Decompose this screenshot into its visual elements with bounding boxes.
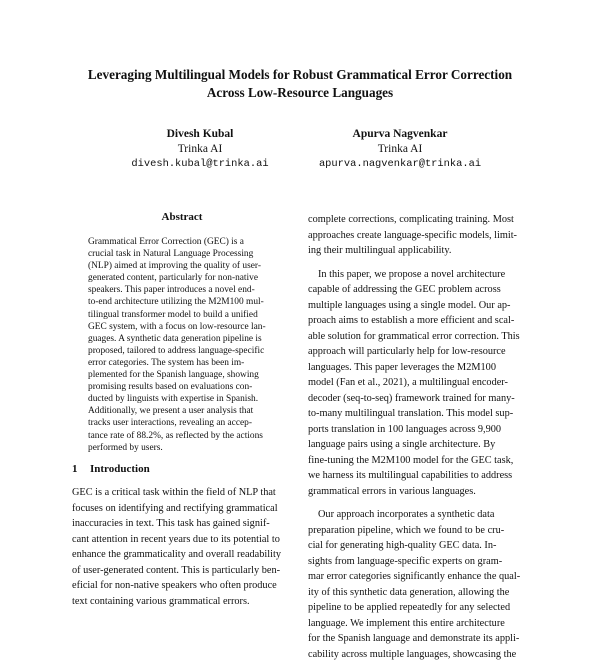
text-line: able solution for grammatical error correction. This: [308, 329, 530, 345]
text-line: model (Fan et al., 2021), a multilingual encoder-: [308, 375, 530, 391]
paragraph: [308, 267, 530, 500]
text-line: language. We implement this entire architecture: [308, 616, 530, 632]
text-line: sights from language-specific experts on gram-: [308, 554, 530, 570]
text-line: eficial for non-native speakers who often produce: [72, 578, 294, 594]
text-line: inaccuracies in text. This task has gained signif-: [72, 516, 294, 532]
author-affiliation: Trinka AI: [300, 142, 500, 157]
text-line: preparation pipeline, which we found to be cru-: [308, 523, 530, 539]
text-line: promising results based on evaluations con-: [88, 381, 276, 393]
text-line: Additionally, we present a user analysis that: [88, 405, 276, 417]
text-line: enhance the grammaticality and overall readability: [72, 547, 294, 563]
text-line: GEC system, with a focus on low-resource lan-: [88, 321, 276, 333]
text-line: Our approach incorporates a synthetic data: [308, 507, 530, 523]
text-line: approach will particularly help for low-resource: [308, 344, 530, 360]
author-affiliation: Trinka AI: [110, 142, 290, 157]
text-line: ing their multilingual applicability.: [308, 243, 530, 259]
author-email: divesh.kubal@trinka.ai: [110, 157, 290, 172]
paper-title: [40, 66, 560, 102]
text-line: capable of addressing the GEC problem across: [308, 282, 530, 298]
author-name: Divesh Kubal: [110, 127, 290, 142]
text-line: approaches create language-specific models, limit-: [308, 228, 530, 244]
text-line: tracks user interactions, revealing an accep-: [88, 417, 276, 429]
text-line: complete corrections, complicating training. Most: [308, 212, 530, 228]
author-block-2: [300, 127, 500, 172]
text-line: tilingual transformer model to build a unified: [88, 309, 276, 321]
author-email: apurva.nagvenkar@trinka.ai: [300, 157, 500, 172]
section-heading: [72, 463, 150, 475]
text-line: crucial task in Natural Language Processing: [88, 248, 276, 260]
text-line: (NLP) aimed at improving the quality of user-: [88, 260, 276, 272]
text-line: proposed, tailored to address language-specific: [88, 345, 276, 357]
title-line-2: Across Low-Resource Languages: [40, 84, 560, 102]
title-line-1: Leveraging Multilingual Models for Robust Grammatical Error Correction: [40, 66, 560, 84]
text-line: of user-generated content. This is particularly ben-: [72, 563, 294, 579]
text-line: text containing various grammatical errors.: [72, 594, 294, 610]
text-line: GEC is a critical task within the field of NLP that: [72, 485, 294, 501]
text-line: generated content, particularly for non-native: [88, 272, 276, 284]
text-line: focuses on identifying and rectifying grammatical: [72, 501, 294, 517]
text-line: ity of this synthetic data generation, allowing the: [308, 585, 530, 601]
section-title: Introduction: [90, 463, 150, 475]
right-column-text: [308, 212, 530, 662]
text-line: speakers. This paper introduces a novel end-: [88, 284, 276, 296]
paragraph: [308, 212, 530, 259]
text-line: Grammatical Error Correction (GEC) is a: [88, 236, 276, 248]
text-line: to-many multilingual translation. This model sup-: [308, 406, 530, 422]
section-number: 1: [72, 463, 90, 475]
text-line: plemented for the Spanish language, showing: [88, 369, 276, 381]
text-line: guages. A synthetic data generation pipeline is: [88, 333, 276, 345]
text-line: pipeline to be applied repeatedly for any selected: [308, 600, 530, 616]
text-line: tance rate of 88.2%, as reflected by the actions: [88, 430, 276, 442]
paragraph: [308, 507, 530, 662]
text-line: to-end architecture utilizing the M2M100 mul-: [88, 296, 276, 308]
text-line: multiple languages using a single model. Our ap-: [308, 298, 530, 314]
text-line: cant attention in recent years due to its potential to: [72, 532, 294, 548]
text-line: cability across multiple languages, showcasing the: [308, 647, 530, 662]
text-line: grammatical errors in various languages.: [308, 484, 530, 500]
abstract-heading: Abstract: [72, 211, 292, 223]
text-line: In this paper, we propose a novel architecture: [308, 267, 530, 283]
text-line: ducted by linguists with expertise in Spanish.: [88, 393, 276, 405]
text-line: we harness its multilingual capabilities to address: [308, 468, 530, 484]
text-line: decoder (seq-to-seq) framework trained for many-: [308, 391, 530, 407]
text-line: cial for generating high-quality GEC data. In-: [308, 538, 530, 554]
author-block-1: [110, 127, 290, 172]
text-line: fine-tuning the M2M100 model for the GEC task,: [308, 453, 530, 469]
text-line: ports translation in 100 languages across 9,900: [308, 422, 530, 438]
text-line: error categories. The system has been im-: [88, 357, 276, 369]
text-line: mar error categories significantly enhance the qual-: [308, 569, 530, 585]
text-line: for the Spanish language and demonstrate its appli-: [308, 631, 530, 647]
author-name: Apurva Nagvenkar: [300, 127, 500, 142]
text-line: proach aims to establish a more efficient and scal-: [308, 313, 530, 329]
text-line: languages. This paper leverages the M2M100: [308, 360, 530, 376]
introduction-text: [72, 485, 294, 609]
abstract-text: [88, 236, 276, 454]
text-line: performed by users.: [88, 442, 276, 454]
text-line: language pairs using a single architecture. By: [308, 437, 530, 453]
